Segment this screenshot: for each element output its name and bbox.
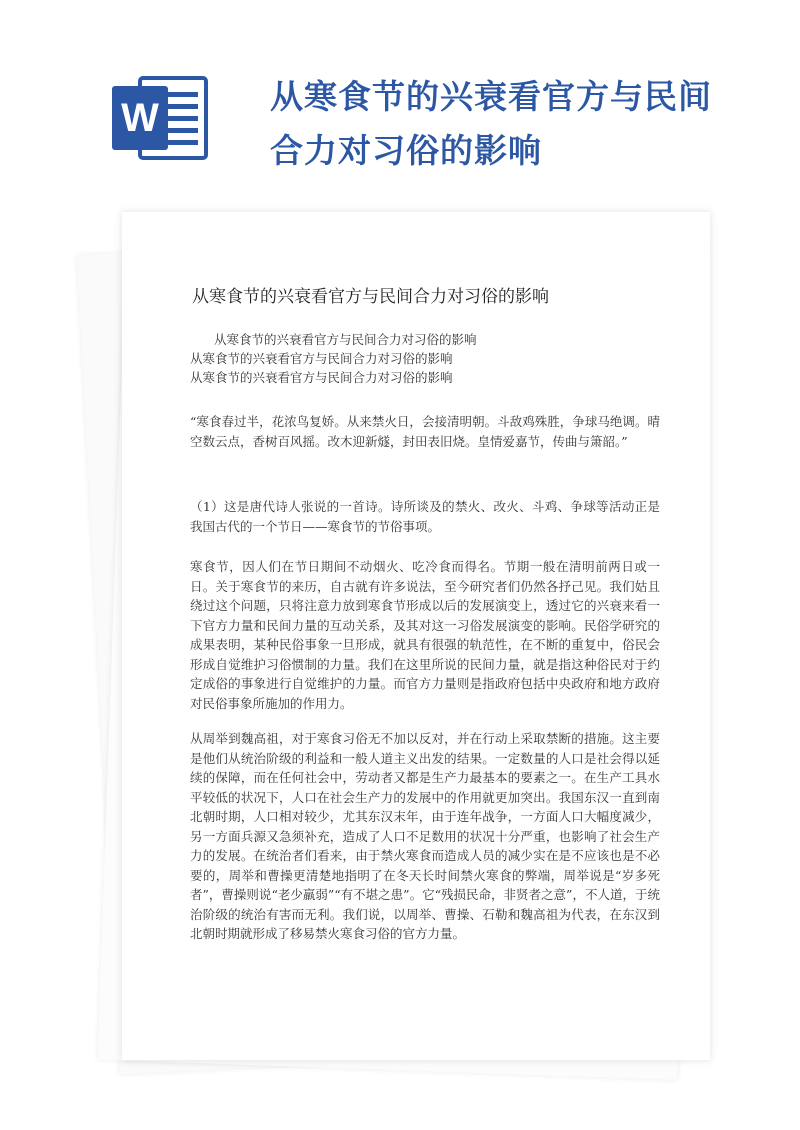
paragraph-poem: “寒食春过半，花浓鸟复娇。从来禁火日，会接清明朝。斗敌鸡殊胜，争球马绝调。晴空数云点，香树百风摇。改木迎新燧，封田表旧烧。皇情爱嘉节，传曲与箫韶。” (190, 414, 660, 449)
document-page (122, 212, 710, 1060)
header-title-line2: 合力对习俗的影响 (270, 131, 542, 170)
repeated-title-block (190, 330, 690, 387)
document-title: 从寒食节的兴衰看官方与民间合力对习俗的影响 (192, 287, 549, 307)
word-doc-icon (110, 72, 210, 164)
svg-text:W: W (121, 96, 159, 140)
repeated-title: 从寒食节的兴衰看官方与民间合力对习俗的影响 (190, 351, 453, 366)
paragraph-intro: （1）这是唐代诗人张说的一首诗。诗所谈及的禁火、改火、斗鸡、争球等活动正是我国古代的一个节日——寒食节的节俗事项。 (190, 499, 660, 534)
repeated-title: 从寒食节的兴衰看官方与民间合力对习俗的影响 (190, 370, 453, 385)
header-title (270, 70, 770, 178)
paragraph-body-2: 从周举到魏高祖，对于寒食习俗无不加以反对，并在行动上采取禁断的措施。这主要是他们从统治阶级的利益和一般人道主义出发的结果。一定数量的人口是社会得以延续的保障，而在任何社会中，劳动者又都是生产力最基本的要素之一。在生产工具水平较低的状况下，人口在社会生产力的发展中的作用就更加突出。我国东汉一直到南北朝时期，人口相对较少，尤其东汉末年，由于连年战争，一方面人口大幅度减少，另一方面兵源又急须补充，造成了人口不足数用的状况十分严重，也影响了社会生产力的发展。在统治者们看来，由于禁火寒食而造成人员的减少实在是不应该也是不必要的，周举和曹操更清楚地指明了在冬天长时间禁火寒食的弊端，周举说是“岁多死者”，曹操则说“老少羸弱”“有不堪之患”。它“残损民命，非贤者之意”，不人道，于统治阶级的统治有害而无利。我们说，以周举、曹操、石勒和魏高祖为代表，在东汉到北朝时期就形成了移易禁火寒食习俗的官方力量。 (190, 731, 660, 941)
repeated-title: 从寒食节的兴衰看官方与民间合力对习俗的影响 (214, 332, 477, 347)
header-title-line1: 从寒食节的兴衰看官方与民间 (270, 77, 712, 116)
paragraph-body-1: 寒食节，因人们在节日期间不动烟火、吃冷食而得名。节期一般在清明前两日或一日。关于寒食节的来历，自古就有许多说法，至今研究者们仍然各抒己见。我们姑且绕过这个问题，只将注意力放到寒食节形成以后的发展演变上，透过它的兴衰来看一下官方力量和民间力量的互动关系，及其对这一习俗发展演变的影响。民俗学研究的成果表明，某种民俗事象一旦形成，就具有很强的轨范性，在不断的重复中，俗民会形成自觉维护习俗惯制的力量。我们在这里所说的民间力量，就是指这种俗民对于约定成俗的事象进行自觉维护的力量。而官方力量则是指政府包括中央政府和地方政府对民俗事象所施加的作用力。 (190, 559, 660, 711)
